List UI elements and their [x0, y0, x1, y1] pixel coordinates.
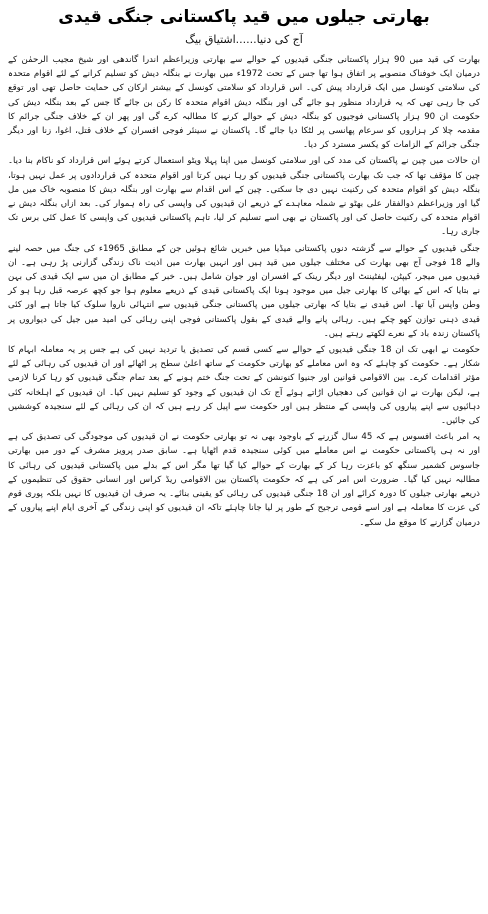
column-name: آج کی دنیا: [256, 33, 303, 46]
article-paragraph: یہ امر باعث افسوس ہے کہ 45 سال گزرنے کے باوجود بھی نہ تو بھارتی حکومت نے ان قیدیوں کی موجودگی کی تصدیق کی ہے اور نہ ہی پاکستانی حکومت نے اس معاملے میں کوئی سنجیدہ قدم اٹھایا ہے۔ سابق صدر پرویز مشرف کے دور میں بھارتی جاسوس کشمیر سنگھ کو باعزت رہا کر کے بھارت کے حوالے کیا گیا تھا مگر اس کے بدلے میں پاکستانی قیدیوں کی رہائی کا مطالبہ نہیں کیا گیا۔ ضرورت اس امر کی ہے کہ حکومت پاکستان بین الاقوامی ریڈ کراس اور انسانی حقوق کی تنظیموں کے ذریعے بھارتی جیلوں کا دورہ کرائے اور ان 18 جنگی قیدیوں کی رہائی کو یقینی بنائے۔ یہ صرف ان قیدیوں کا نہیں بلکہ پوری قوم کی عزت کا معاملہ ہے اور اسے قومی ترجیح کے طور پر لیا جانا چاہئے تاکہ ان قیدیوں کو اپنی زندگی کے آخری ایام اپنے پیاروں کے درمیان گزارنے کا موقع مل سکے۔: [8, 432, 481, 528]
article-paragraph: بھارت کی قید میں 90 ہزار پاکستانی جنگی قیدیوں کے حوالے سے بھارتی وزیراعظم اندرا گاندھی اور شیخ مجیب الرحمٰن کے درمیان ایک خوفناک منصوبے پر اتفاق ہوا تھا جس کے تحت 1972ء میں بھارت نے بنگلہ دیش کو تسلیم کرانے کے لئے اقوام متحدہ کی سلامتی کونسل میں ایک قرارداد پیش کی۔ اس قرارداد کو سلامتی کونسل کے بیشتر ارکان کی حمایت حاصل تھی اور توقع کی جا رہی تھی کہ یہ قرارداد منظور ہو جائے گی اور بنگلہ دیش اقوام متحدہ کا رکن بن جائے گا جس کے بعد بنگلہ دیش کی حکومت ان 90 ہزار پاکستانی فوجیوں کو بنگلہ دیش کے حوالے کرنے کا مطالبہ کرے گی اور پھر ان کے خلاف جنگی جرائم کا مقدمہ چلا کر ہزاروں کو سرعام پھانسی پر لٹکا دیا جائے گا۔ پاکستان نے سینئر فوجی افسران کے خلاف قتل، اغوا، زنا اور دیگر جنگی جرائم کے الزامات کو یکسر مسترد کر دیا۔: [8, 55, 480, 151]
article-paragraph: ان حالات میں چین نے پاکستان کی مدد کی اور سلامتی کونسل میں اپنا پہلا ویٹو استعمال کرتے ہوئے اس قرارداد کو ناکام بنا دیا۔ چین کا مؤقف تھا کہ جب تک بھارت پاکستانی جنگی قیدیوں کو رہا نہیں کرتا اور اقوام متحدہ کی قراردادوں پر عمل نہیں ہوتا، بنگلہ دیش کو اقوام متحدہ کی رکنیت نہیں دی جا سکتی۔ چین کے اس اقدام سے بھارت اور بنگلہ دیش کا منصوبہ خاک میں مل گیا اور وزیراعظم ذوالفقار علی بھٹو نے شملہ معاہدے کے ذریعے ان قیدیوں کی واپسی کی راہ ہموار کی۔ بعد ازاں بنگلہ دیش نے اقوام متحدہ کی رکنیت حاصل کی اور پاکستان نے بھی اسے تسلیم کر لیا، تاہم پاکستانی قیدیوں کی واپسی کا عمل کئی برس تک جاری رہا۔: [8, 156, 480, 238]
writer-name: اشتیاق بیگ: [185, 33, 236, 46]
column-separator: ......: [235, 33, 257, 46]
article-paragraph: حکومت نے ابھی تک ان 18 جنگی قیدیوں کے حوالے سے کسی قسم کی تصدیق یا تردید نہیں کی ہے جس پر یہ معاملہ ابہام کا شکار ہے۔ حکومت کو چاہئے کہ وہ اس معاملے کو بھارتی حکومت کے ساتھ اعلیٰ سطح پر اٹھائے اور ان قیدیوں کی رہائی کے لئے مؤثر اقدامات کرے۔ بین الاقوامی قوانین اور جنیوا کنونشن کے تحت جنگ ختم ہونے کے بعد تمام جنگی قیدیوں کو رہا کرنا لازمی ہے، لیکن بھارت نے ان قوانین کی دھجیاں اڑاتے ہوئے آج تک ان قیدیوں کے وجود کو تسلیم نہیں کیا۔ ان قیدیوں کے اہلخانہ کئی دہائیوں سے اپنے پیاروں کی واپسی کے منتظر ہیں اور حکومت سے اپیل کر رہے ہیں کہ ان کی رہائی کے لئے سنجیدہ کوششیں کی جائیں۔: [8, 345, 480, 427]
article-body: [8, 53, 480, 530]
article-headline: بھارتی جیلوں میں قید پاکستانی جنگی قیدی: [58, 7, 430, 27]
article-paragraph: جنگی قیدیوں کے حوالے سے گزشتہ دنوں پاکستانی میڈیا میں خبریں شائع ہوئیں جن کے مطابق 1965ء کی جنگ میں حصہ لینے والے 18 فوجی آج بھی بھارت کی مختلف جیلوں میں قید ہیں اور انہیں بھارت میں اذیت ناک زندگی گزارنی پڑ رہی ہے۔ ان قیدیوں میں میجر، کیپٹن، لیفٹیننٹ اور دیگر رینک کے افسران اور جوان شامل ہیں۔ خبر کے مطابق ان میں سے ایک قیدی کی بہن نے بتایا کہ اس کے بھائی کا بھارتی جیل میں موجود ہونا ایک پاکستانی قیدی کے ذریعے معلوم ہوا جو کچھ عرصہ قبل رہا ہو کر وطن واپس آیا تھا۔ اس قیدی نے بتایا کہ بھارتی جیلوں میں پاکستانی جنگی قیدیوں سے انتہائی ناروا سلوک کیا جاتا ہے اور کئی قیدی ذہنی توازن کھو چکے ہیں۔ رہائی پانے والے قیدی کے بقول پاکستانی فوجی اپنی رہائی کی امید میں جیل کی دیواروں پر پاکستان زندہ باد کے نعرے لکھتے رہتے ہیں۔: [8, 243, 480, 339]
column-title: [8, 32, 480, 47]
